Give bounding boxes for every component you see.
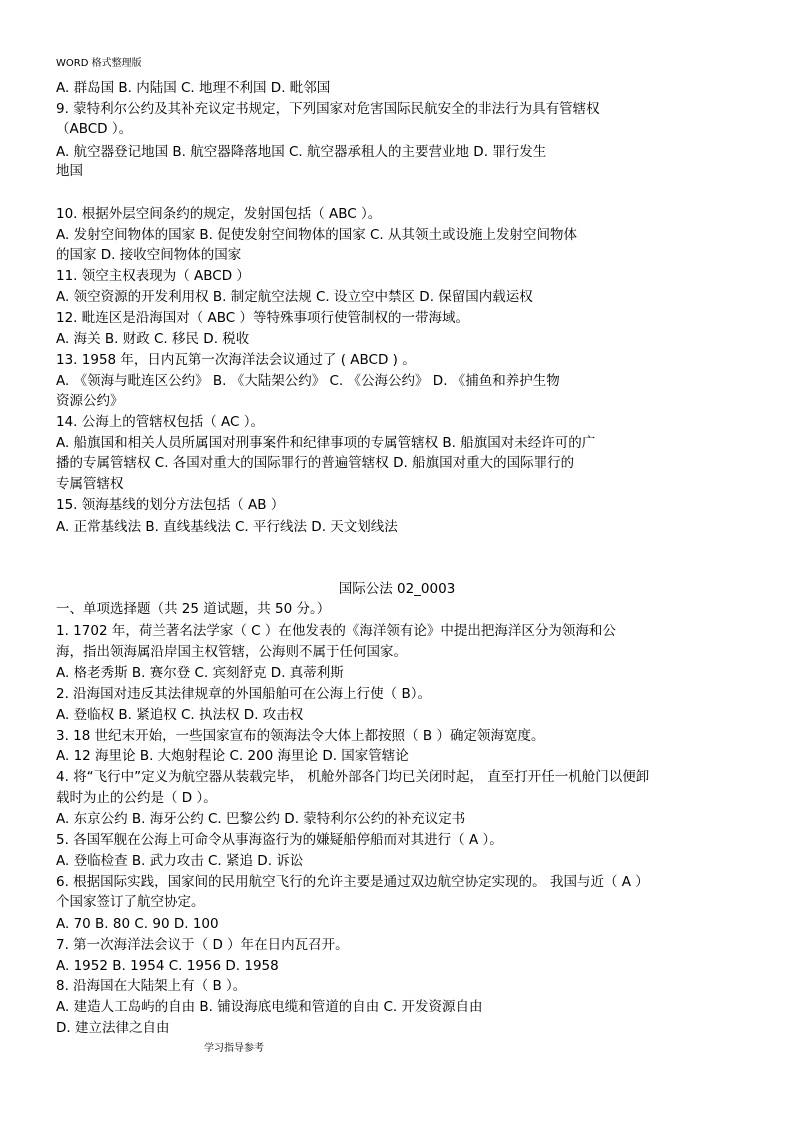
text-line: A. 《领海与毗连区公约》 B. 《大陆架公约》 C. 《公海公约》 D. 《捕鱼和养护生物 — [56, 373, 560, 389]
text-line: 2. 沿海国对违反其法律规章的外国船舶可在公海上行使（ B）。 — [56, 686, 431, 702]
text-line: A. 海关 B. 财政 C. 移民 D. 税收 — [56, 331, 250, 347]
text-line: 1. 1702 年，荷兰著名法学家（ C ）在他发表的《海洋领有论》中提出把海洋区分为领海和公 — [56, 623, 616, 639]
text-line: （ABCD ）。 — [56, 121, 133, 137]
text-line: 9. 蒙特利尔公约及其补充议定书规定，下列国家对危害国际民航安全的非法行为具有管辖权 — [56, 101, 600, 117]
text-line: A. 航空器登记地国 B. 航空器降落地国 C. 航空器承租人的主要营业地 D. 罪行发生 — [56, 144, 547, 160]
text-line: 15. 领海基线的划分方法包括（ AB ） — [56, 497, 285, 513]
text-line: 4. 将“飞行中”定义为航空器从装载完毕， 机舱外部各门均已关闭时起， 直至打开任一机舱门以便卸 — [56, 769, 650, 785]
section-heading: 一、单项选择题（共 25 道试题，共 50 分。） — [56, 601, 331, 617]
text-line: 10. 根据外层空间条约的规定，发射国包括（ ABC ）。 — [56, 206, 382, 222]
text-line: A. 领空资源的开发利用权 B. 制定航空法规 C. 设立空中禁区 D. 保留国内载运权 — [56, 289, 533, 305]
text-line: A. 东京公约 B. 海牙公约 C. 巴黎公约 D. 蒙特利尔公约的补充议定书 — [56, 811, 466, 827]
text-line: A. 12 海里论 B. 大炮射程论 C. 200 海里论 D. 国家管辖论 — [56, 748, 409, 764]
text-line: 海，指出领海属沿岸国主权管辖，公海则不属于任何国家。 — [56, 644, 407, 660]
text-line: 14. 公海上的管辖权包括（ AC ）。 — [56, 414, 265, 430]
text-line: 8. 沿海国在大陆架上有（ B ）。 — [56, 978, 247, 994]
text-line: 7. 第一次海洋法会议于（ D ）年在日内瓦召开。 — [56, 937, 349, 953]
text-line: A. 70 B. 80 C. 90 D. 100 — [56, 916, 219, 932]
text-line: A. 格老秀斯 B. 赛尔登 C. 宾刻舒克 D. 真蒂利斯 — [56, 665, 344, 681]
text-line: A. 船旗国和相关人员所属国对刑事案件和纪律事项的专属管辖权 B. 船旗国对未经许可的广 — [56, 435, 596, 451]
text-line: 载时为止的公约是（ D ）。 — [56, 790, 217, 806]
text-line: 专属管辖权 — [56, 476, 124, 492]
text-line: 地国 — [56, 163, 83, 179]
text-line: 11. 领空主权表现为（ ABCD ） — [56, 268, 250, 284]
text-line: 的国家 D. 接收空间物体的国家 — [56, 247, 242, 263]
text-line: 6. 根据国际实践，国家间的民用航空飞行的允许主要是通过双边航空协定实现的。 我国与近（ A ） — [56, 874, 649, 890]
page-header: WORD 格式整理版 — [56, 58, 142, 69]
text-line: A. 群岛国 B. 内陆国 C. 地理不利国 D. 毗邻国 — [56, 80, 331, 96]
text-line: A. 登临权 B. 紧追权 C. 执法权 D. 攻击权 — [56, 707, 304, 723]
text-line: A. 1952 B. 1954 C. 1956 D. 1958 — [56, 958, 279, 974]
text-line: D. 建立法律之自由 — [56, 1020, 170, 1036]
text-line: 12. 毗连区是沿海国对（ ABC ）等特殊事项行使管制权的一带海域。 — [56, 310, 470, 326]
page-footer: 学习指导参考 — [204, 1043, 264, 1054]
text-line: 13. 1958 年，日内瓦第一次海洋法会议通过了 ( ABCD ) 。 — [56, 352, 416, 368]
text-line: 5. 各国军舰在公海上可命令从事海盗行为的嫌疑船停船而对其进行（ A ）。 — [56, 832, 503, 848]
text-line: 3. 18 世纪末开始，一些国家宣布的领海法令大体上都按照（ B ）确定领海宽度。 — [56, 728, 545, 744]
text-line: 个国家签订了航空协定。 — [56, 894, 205, 910]
text-line: A. 发射空间物体的国家 B. 促使发射空间物体的国家 C. 从其领土或设施上发射空间物体 — [56, 227, 578, 243]
text-line: 资源公约》 — [56, 393, 124, 409]
section-title: 国际公法 02_0003 — [338, 581, 456, 597]
text-line: A. 建造人工岛屿的自由 B. 铺设海底电缆和管道的自由 C. 开发资源自由 — [56, 999, 483, 1015]
text-line: A. 正常基线法 B. 直线基线法 C. 平行线法 D. 天文划线法 — [56, 519, 398, 535]
text-line: 播的专属管辖权 C. 各国对重大的国际罪行的普遍管辖权 D. 船旗国对重大的国际罪行的 — [56, 455, 575, 471]
text-line: A. 登临检查 B. 武力攻击 C. 紧追 D. 诉讼 — [56, 853, 304, 869]
